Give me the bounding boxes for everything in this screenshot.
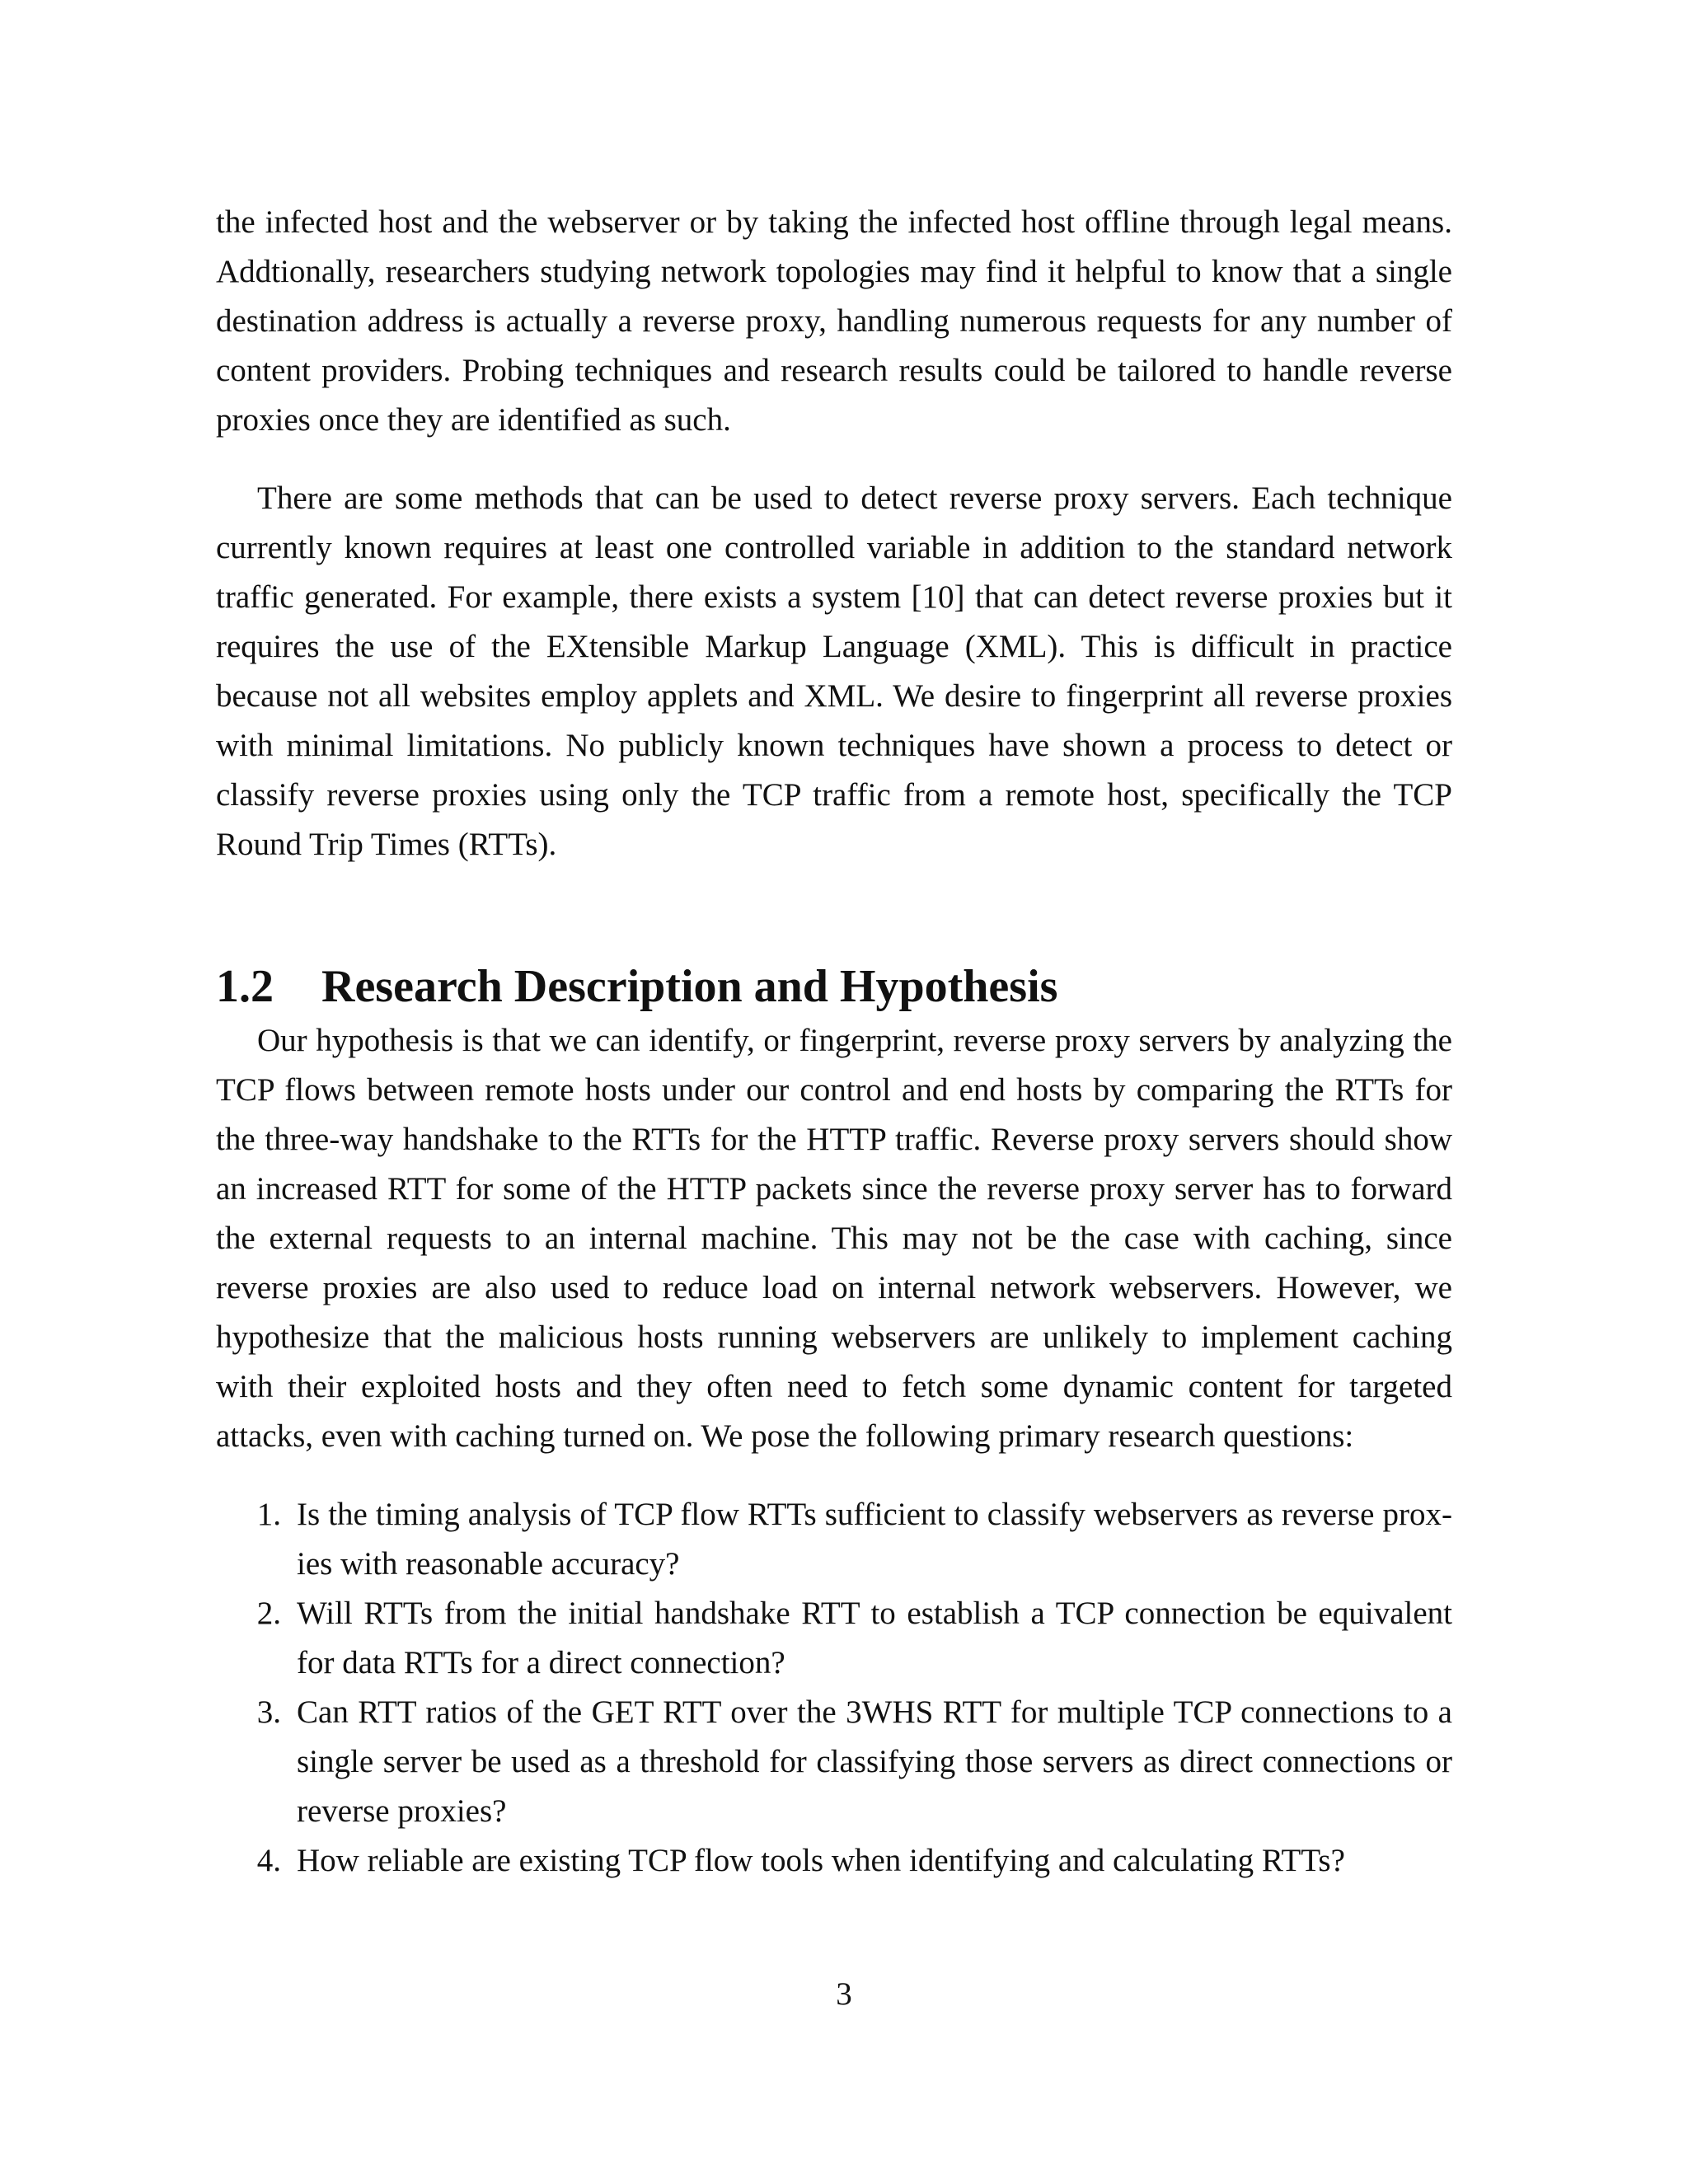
- section-heading: [216, 958, 1452, 1015]
- list-item-number: 4.: [256, 1843, 281, 1878]
- page-number: 3: [836, 1976, 852, 2012]
- list-item: [216, 1589, 1452, 1688]
- section-title: Research Description and Hypothesis: [321, 961, 1058, 1012]
- list-item: [216, 1490, 1452, 1589]
- paragraph-continuation: the infected host and the webserver or by taking the infected host offline through legal means. Addtionally, researchers studying network topologies may find it helpful to know that a single destination address is actually a reverse proxy, handling numerous requests for any number of content providers. Probing techniques and research results could be tailored to handle reverse proxies once they are identified as such.: [216, 204, 1452, 438]
- paragraph-detection-methods: There are some methods that can be used to detect reverse proxy servers. Each technique currently known requires at least one controlled variable in addition to the standard network traffic generated. For example, there exists a system [10] that can detect reverse proxies but it requires the use of the EXtensible Markup Language (XML). This is difficult in practice because not all websites employ applets and XML. We desire to fingerprint all reverse proxies with minimal limitations. No publicly known techniques have shown a process to detect or classify reverse proxies using only the TCP traffic from a remote host, specifically the TCP Round Trip Times (RTTs).: [216, 480, 1452, 862]
- list-item-text: Can RTT ratios of the GET RTT over the 3WHS RTT for multiple TCP connections to a single server be used as a threshold for classifying those servers as direct connections or reverse proxies?: [297, 1694, 1452, 1829]
- list-item: [216, 1836, 1452, 1886]
- list-item-number: 2.: [256, 1596, 281, 1631]
- section-number: 1.2: [216, 961, 274, 1012]
- list-item-text: Is the timing analysis of TCP flow RTTs sufficient to classify webservers as reverse proxies with reasonable accuracy?: [297, 1497, 1452, 1582]
- list-item-text: How reliable are existing TCP flow tools when identifying and calculating RTTs?: [297, 1843, 1345, 1878]
- paragraph-hypothesis: Our hypothesis is that we can identify, or fingerprint, reverse proxy servers by analyzing the TCP flows between remote hosts under our control and end hosts by comparing the RTTs for the three-way handshake to the RTTs for the HTTP traffic. Reverse proxy servers should show an increased RTT for some of the HTTP packets since the reverse proxy server has to forward the external requests to an internal machine. This may not be the case with caching, since reverse proxies are also used to reduce load on internal network webservers. However, we hypothesize that the malicious hosts running webservers are unlikely to implement caching with their exploited hosts and they often need to fetch some dynamic content for targeted attacks, even with caching turned on. We pose the following primary research questions:: [216, 1023, 1452, 1454]
- research-questions-list: [216, 1490, 1452, 1886]
- list-item-text: Will RTTs from the initial handshake RTT to establish a TCP connection be equivalent for data RTTs for a direct connection?: [297, 1596, 1452, 1680]
- list-item-number: 1.: [256, 1497, 281, 1532]
- list-item: [216, 1688, 1452, 1836]
- list-item-number: 3.: [256, 1694, 281, 1730]
- page-content: [216, 198, 1452, 1886]
